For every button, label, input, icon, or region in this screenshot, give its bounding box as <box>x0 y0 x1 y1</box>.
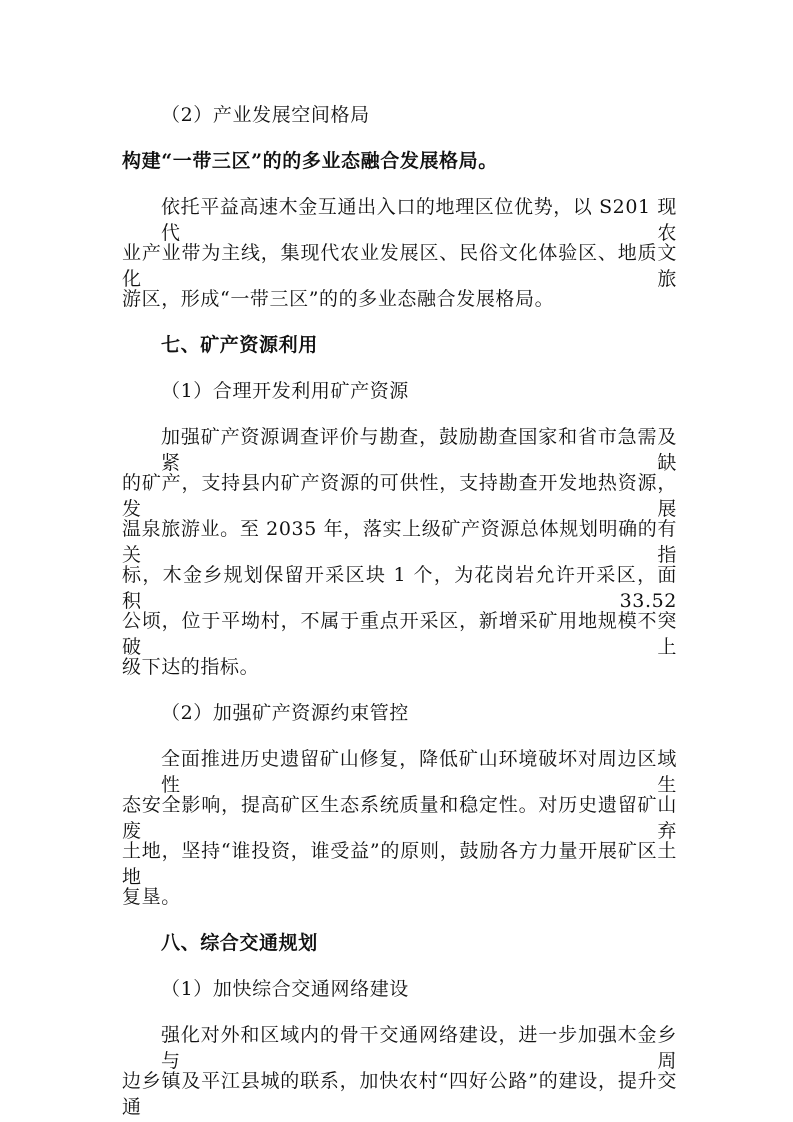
paragraph-line: 的矿产，支持县内矿产资源的可供性，支持勘查开发地热资源，发展 <box>122 472 677 520</box>
paragraph-line: 业产业带为主线，集现代农业发展区、民俗文化体验区、地质文化旅 <box>122 242 677 290</box>
paragraph-line: 温泉旅游业。至 2035 年，落实上级矿产资源总体规划明确的有关指 <box>122 518 677 566</box>
section-heading-mineral-use: （1）合理开发利用矿产资源 <box>161 380 409 402</box>
paragraph-line: 公顷，位于平坳村，不属于重点开采区，新增采矿用地规模不突破上 <box>122 610 677 658</box>
section-heading-transport-network: （1）加快综合交通网络建设 <box>161 978 409 1000</box>
paragraph-line: 全面推进历史遗留矿山修复，降低矿山环境破坏对周边区域性生 <box>161 748 677 796</box>
paragraph-line: 土地，坚持“谁投资，谁受益”的原则，鼓励各方力量开展矿区土地 <box>122 840 677 888</box>
section-heading-mineral-control: （2）加强矿产资源约束管控 <box>161 702 409 724</box>
paragraph-line: 复垦。 <box>122 886 181 908</box>
bold-statement: 构建“一带三区”的的多业态融合发展格局。 <box>122 150 498 172</box>
chapter-title-transport: 八、综合交通规划 <box>161 932 318 954</box>
paragraph-line: 加强矿产资源调查评价与勘查，鼓励勘查国家和省市急需及紧缺 <box>161 426 677 474</box>
paragraph-line: 边乡镇及平江县城的联系，加快农村“四好公路”的建设，提升交通 <box>122 1070 677 1118</box>
paragraph-line: 态安全影响，提高矿区生态系统质量和稳定性。对历史遗留矿山废弃 <box>122 794 677 842</box>
paragraph-line: 强化对外和区域内的骨干交通网络建设，进一步加强木金乡与周 <box>161 1024 677 1072</box>
paragraph-line: 游区，形成“一带三区”的的多业态融合发展格局。 <box>122 288 555 310</box>
paragraph-line: 标，木金乡规划保留开采区块 1 个，为花岗岩允许开采区，面积 33.52 <box>122 564 677 612</box>
section-heading-industry-layout: （2）产业发展空间格局 <box>161 104 370 126</box>
paragraph-line: 级下达的指标。 <box>122 656 260 678</box>
chapter-title-mineral: 七、矿产资源利用 <box>161 334 318 356</box>
paragraph-line: 依托平益高速木金互通出入口的地理区位优势，以 S201 现代农 <box>161 196 677 244</box>
